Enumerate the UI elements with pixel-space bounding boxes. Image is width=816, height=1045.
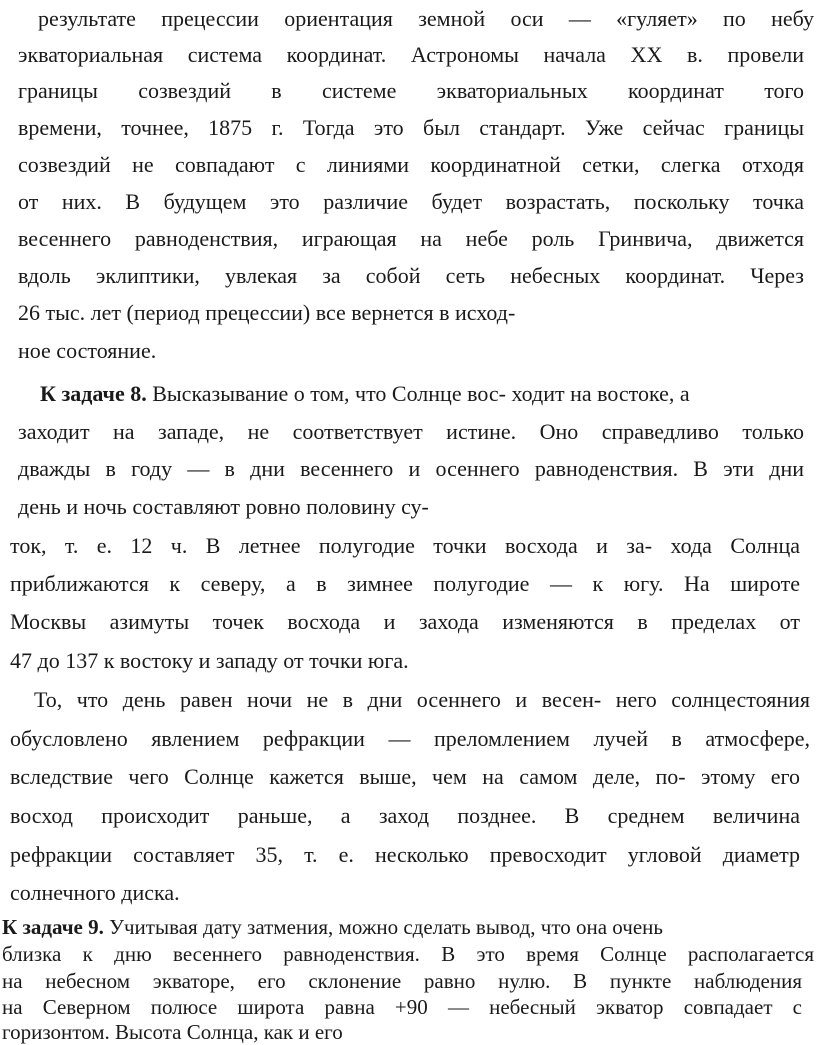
text-line: вдоль эклиптики, увлекая за собой сеть небесных координат. Через xyxy=(18,263,804,288)
task-8-heading: К задаче 8. xyxy=(40,381,147,406)
text-line: То, что день равен ночи не в дни осеннего и весен- него солнцестояния xyxy=(34,687,810,712)
text-line: времени, точнее, 1875 г. Тогда это был стандарт. Уже сейчас границы xyxy=(18,115,804,140)
text-line: весеннего равноденствия, играющая на небе роль Гринвича, движется xyxy=(18,226,804,251)
task-9-heading: К задаче 9. xyxy=(2,915,104,939)
text-line: дважды в году — в дни весеннего и осеннего равноденствия. В эти дни xyxy=(18,456,804,481)
task-8-first-line xyxy=(40,381,690,407)
text-line: Учитывая дату затмения, можно сделать вывод, что она очень xyxy=(103,915,663,939)
text-line: от них. В будущем это различие будет возрастать, поскольку точка xyxy=(18,189,804,214)
text-line: Высказывание о том, что Солнце вос- ходит на востоке, а xyxy=(146,381,690,406)
text-line: 47 до 137 к востоку и западу от точки юга. xyxy=(10,648,409,673)
task-9-first-line xyxy=(2,914,663,940)
text-line: рефракции составляет 35, т. е. несколько превосходит угловой диаметр xyxy=(10,842,800,867)
text-line: на Северном полюсе широта равна +90 — небесный экватор совпадает с xyxy=(2,995,802,1019)
text-line: заходит на западе, не соответствует истине. Оно справедливо только xyxy=(18,419,804,444)
text-line: близка к дню весеннего равноденствия. В это время Солнце располагается xyxy=(2,942,814,966)
text-line: экваториальная система координат. Астрономы начала XX в. провели xyxy=(18,42,804,67)
text-line: ток, т. е. 12 ч. В летнее полугодие точки восхода и за- хода Солнца xyxy=(10,533,800,558)
text-line: восход происходит раньше, а заход позднее. В среднем величина xyxy=(10,803,800,828)
text-line: ное состояние. xyxy=(18,338,157,363)
text-line: результате прецессии ориентация земной оси — «гуляет» по небу xyxy=(38,6,814,31)
text-line: день и ночь составляют ровно половину су- xyxy=(18,494,429,519)
text-line: созвездий не совпадают с линиями координатной сетки, слегка отходя xyxy=(18,152,804,177)
text-line: горизонтом. Высота Солнца, как и его xyxy=(2,1020,343,1044)
text-line: 26 тыс. лет (период прецессии) все вернется в исход- xyxy=(18,300,516,325)
text-line: границы созвездий в системе экваториальных координат того xyxy=(18,78,804,103)
text-line: солнечного диска. xyxy=(10,880,180,905)
text-line: обусловлено явлением рефракции — преломлением лучей в атмосфере, xyxy=(10,726,810,751)
text-line: приближаются к северу, а в зимнее полугодие — к югу. На широте xyxy=(10,571,800,596)
text-line: вследствие чего Солнце кажется выше, чем на самом деле, по- этому его xyxy=(10,764,800,789)
text-line: Москвы азимуты точек восхода и захода изменяются в пределах от xyxy=(10,609,800,634)
text-line: на небесном экваторе, его склонение равно нулю. В пункте наблюдения xyxy=(2,969,802,993)
